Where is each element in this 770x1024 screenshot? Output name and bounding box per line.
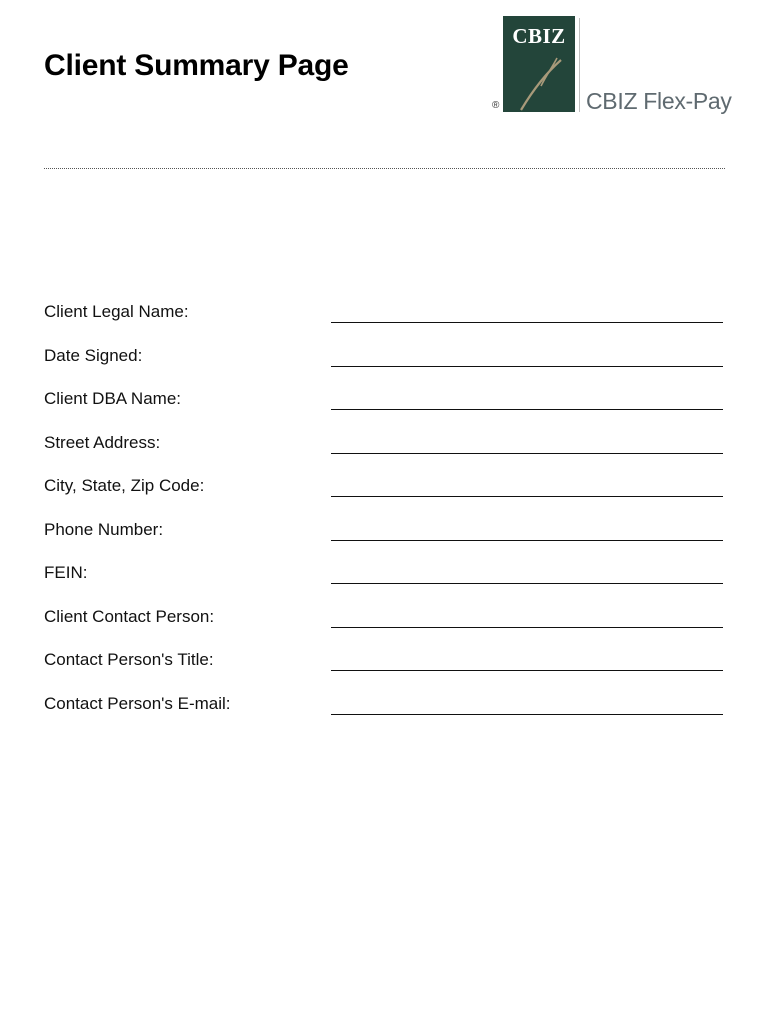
cbiz-logo-mark [503,16,575,112]
client-summary-form [44,300,725,735]
field-label: FEIN: [44,563,88,582]
date-signed-field[interactable] [331,366,723,367]
field-row-contact-person-title [44,648,725,692]
field-row-date-signed [44,344,725,388]
field-label: Phone Number: [44,519,164,539]
cbiz-flex-pay-logo [490,16,735,120]
fein-field[interactable] [331,583,723,584]
client-contact-person-field[interactable] [331,627,723,628]
page-title: Client Summary Page [44,49,349,82]
field-label: Date Signed: [44,345,143,365]
client-dba-name-field[interactable] [331,409,723,410]
registered-mark: ® [492,100,500,111]
field-row-fein [44,561,725,605]
client-legal-name-field[interactable] [331,322,723,323]
field-label: City, State, Zip Code: [44,476,205,495]
contact-person-email-field[interactable] [331,714,723,715]
field-label: Client Contact Person: [44,606,215,626]
field-row-client-legal-name [44,300,725,344]
logo-product-name: CBIZ Flex-Pay [586,88,732,114]
header-divider [44,168,725,169]
field-row-street-address [44,431,725,475]
logo-divider [579,18,580,112]
field-label: Contact Person's Title: [44,650,214,669]
field-label: Client Legal Name: [44,302,189,321]
phone-number-field[interactable] [331,540,723,541]
field-row-client-contact-person [44,605,725,649]
street-address-field[interactable] [331,453,723,454]
field-row-contact-person-email [44,692,725,736]
field-row-client-dba-name [44,387,725,431]
city-state-zip-field[interactable] [331,496,723,497]
field-label: Client DBA Name: [44,389,181,408]
field-label: Contact Person's E-mail: [44,693,231,713]
field-row-city-state-zip [44,474,725,518]
contact-person-title-field[interactable] [331,670,723,671]
field-row-phone-number [44,518,725,562]
field-label: Street Address: [44,432,161,452]
logo-mark-text: CBIZ [512,24,566,48]
